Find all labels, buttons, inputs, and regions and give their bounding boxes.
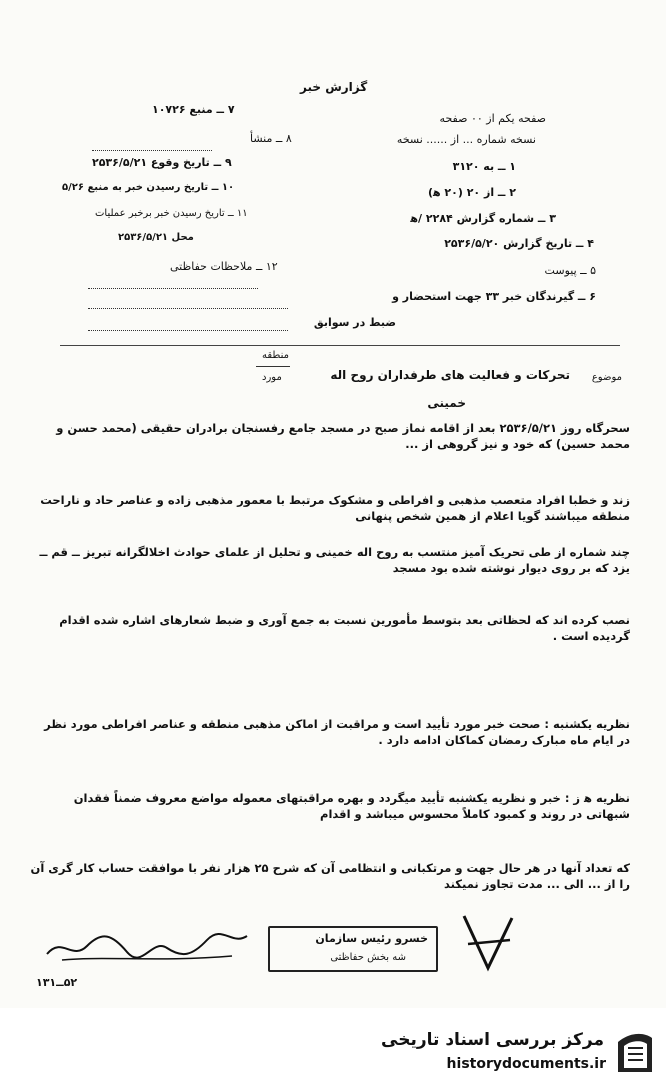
- footer-org-name: مرکز بررسی اسناد تاریخی: [381, 1030, 604, 1050]
- observation-paragraph: نظریه ه‍ ز : خبر و نظریه یکشنبه تأیید میگردد و بهره مراقبتهای معموله مواضع معروف ضمناً فقدان شبهاتی در روند و کمبود کاملاً محسوس میباشد و اقدام: [73, 791, 630, 821]
- body-paragraph: سحرگاه روز ۲۵۳۶/۵/۲۱ بعد از اقامه نماز صبح در مسجد جامع رفسنجان برادران حقیقی (محمد حسن و محمد حسین) که خود و نیز گروهی از ...: [56, 421, 630, 451]
- field-report-number: ۳ ــ شماره گزارش ۲۲۸۴ /ه‍: [410, 212, 556, 225]
- field-attachment: ۵ ــ پیوست: [544, 264, 596, 277]
- body-paragraph: زند و خطبا افراد متعصب مذهبی و افراطی و مشکوک مرتبط با معمور مذهبی زاده و عناصر حاد و ناراحت منطقه میباشند گویا اعلام از همین شخص پنهانی: [40, 493, 630, 523]
- observation-paragraph: که تعداد آنها در هر حال جهت و مرتکبانی و انتظامی آن که شرح ۲۵ هزار نفر با موافقت حساب کار گری آن را از ... الی ... مدت تجاوز نمیکند: [30, 861, 630, 891]
- field-received-source: ۱۰ ــ تاریخ رسیدن خبر به منبع ۵/۲۶: [62, 182, 235, 193]
- stamp-subtext: شه بخش حفاظتی: [330, 952, 406, 963]
- field-recipients: ۶ ــ گیرندگان خبر ۳۳ جهت استحضار و: [392, 290, 596, 303]
- field-event-date: ۹ ــ تاریخ وقوع ۲۵۳۶/۵/۲۱: [92, 156, 232, 169]
- subject-tag-rule: [256, 366, 290, 367]
- handwritten-signature: [42, 926, 252, 966]
- field-report-date: ۴ ــ تاریخ گزارش ۲۵۳۶/۵/۲۰: [444, 237, 594, 250]
- check-mark-icon: [458, 910, 518, 974]
- copy-number-label: نسخه شماره ... از ...... نسخه: [396, 133, 536, 146]
- dotted-line: [88, 330, 288, 331]
- subject-tag-bottom: مورد: [262, 372, 282, 383]
- dotted-line: [88, 308, 288, 309]
- observation-paragraph: نظریه یکشنبه : صحت خبر مورد تأیید است و مراقبت از اماکن مذهبی منطقه و عناصر افراطی مورد نظر در ایام ماه مبارک رمضان کماکان ادامه دارد .: [44, 717, 630, 747]
- subject-text-cont: خمینی: [427, 396, 466, 410]
- field-origin: ۸ ــ منشأ: [250, 132, 292, 145]
- field-source: ۷ ــ منبع ۱۰۷۲۶: [152, 103, 235, 116]
- field-protective-notes: ۱۲ ــ ملاحظات حفاظتی: [170, 260, 278, 273]
- dotted-line: [92, 150, 212, 151]
- section-divider: [60, 345, 620, 346]
- report-title: گزارش خبر: [300, 80, 368, 94]
- footer-website: historydocuments.ir: [446, 1056, 606, 1072]
- page-code: ۵۲ــ۱۳۱: [36, 976, 78, 989]
- stamp-text: خسرو رئیس سازمان: [315, 932, 428, 945]
- field-received-ops: ۱۱ ــ تاریخ رسیدن خبر برخبر عملیات: [95, 208, 248, 219]
- dotted-line: [88, 288, 258, 289]
- field-recipients-cont: ضبط در سوابق: [313, 316, 396, 329]
- field-place: محل ۲۵۳۶/۵/۲۱: [118, 232, 194, 243]
- subject-label: موضوع: [591, 372, 622, 383]
- official-stamp: [268, 926, 438, 972]
- page-of-label: صفحه یکم از ۰۰ صفحه: [439, 112, 546, 125]
- archive-logo-icon: [612, 1028, 658, 1078]
- body-paragraph: نصب کرده اند که لحظاتی بعد بتوسط مأمورین نسبت به جمع آوری و ضبط شعارهای اشاره شده اقدام گردیده است .: [59, 613, 630, 643]
- footer-watermark: [0, 1008, 666, 1088]
- body-paragraph: چند شماره از طی تحریک آمیز منتسب به روح اله خمینی و تحلیل از علمای حوادث اخلالگرانه تبریز ــ قم ــ یزد که بر روی دیوار نوشته شده بود مسجد: [39, 545, 630, 575]
- subject-tag-top: منطقه: [262, 350, 289, 361]
- field-to: ۱ ــ به ۳۱۲۰: [452, 160, 516, 173]
- subject-text: تحرکات و فعالیت های طرفداران روح اله: [330, 368, 570, 382]
- field-from: ۲ ــ از ۲۰ (۲۰ ه‍): [427, 186, 516, 199]
